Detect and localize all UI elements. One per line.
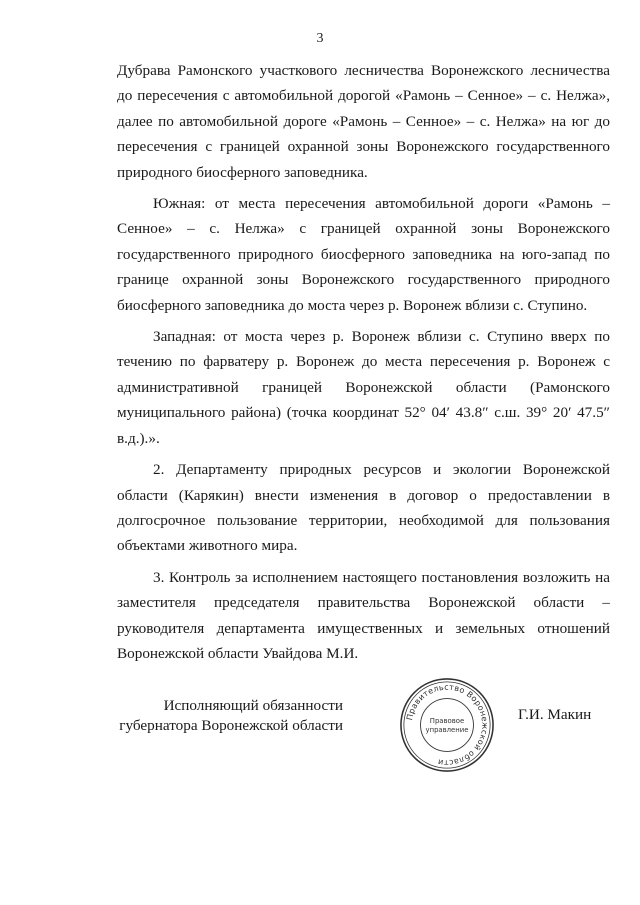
- seal-center-line-2: управление: [425, 725, 469, 734]
- official-seal: [398, 676, 496, 774]
- paragraph-item-3: 3. Контроль за исполнением настоящего постановления возложить на заместителя председателя правительства Воронежской области – руководителя департамента имущественных и земельных отношений Воронежской области Увайдова М.И.: [117, 568, 610, 662]
- signer-name: Г.И. Макин: [518, 706, 592, 723]
- page-number: 3: [316, 31, 324, 46]
- document-body: [117, 58, 610, 666]
- paragraph-west: Западная: от моста через р. Воронеж вблизи с. Ступино вверх по течению по фарватеру р. Воронеж до места пересечения р. Воронеж с административной границей Воронежской области (Рамонского муниципального района) (точка координат 52° 04′ 43.8″ с.ш. 39° 20′ 47.5″ в.д.).».: [117, 328, 610, 447]
- paragraph-north-east: Дубрава Рамонского участкового лесничества Воронежского лесничества до пересечения с автомобильной дорогой «Рамонь – Сенное» – с. Нелжа», далее по автомобильной дороге «Рамонь – Сенное» – с. Нелжа» на юг до пересечения с границей охранной зоны Воронежского государственного природного биосферного заповедника.: [117, 62, 610, 181]
- paragraph-south: Южная: от места пересечения автомобильной дороги «Рамонь – Сенное» – с. Нелжа» с границей охранной зоны Воронежского государственного природного биосферного заповедника на юго-запад по границе охранной зоны Воронежского государственного природного биосферного заповедника до моста через р. Воронеж вблизи с. Ступино.: [117, 195, 610, 314]
- signer-title-line-1: Исполняющий обязанности: [163, 697, 343, 714]
- seal-center-line-1: Правовое: [429, 717, 465, 726]
- seal-ring-text: Правительство Воронежской области: [405, 682, 490, 768]
- signer-title: [103, 696, 343, 736]
- signer-title-line-2: губернатора Воронежской области: [119, 717, 343, 734]
- paragraph-item-2: 2. Департаменту природных ресурсов и экологии Воронежской области (Карякин) внести изменения в договор о предоставлении в долгосрочное пользование территории, необходимой для пользования объектами животного мира.: [117, 461, 610, 555]
